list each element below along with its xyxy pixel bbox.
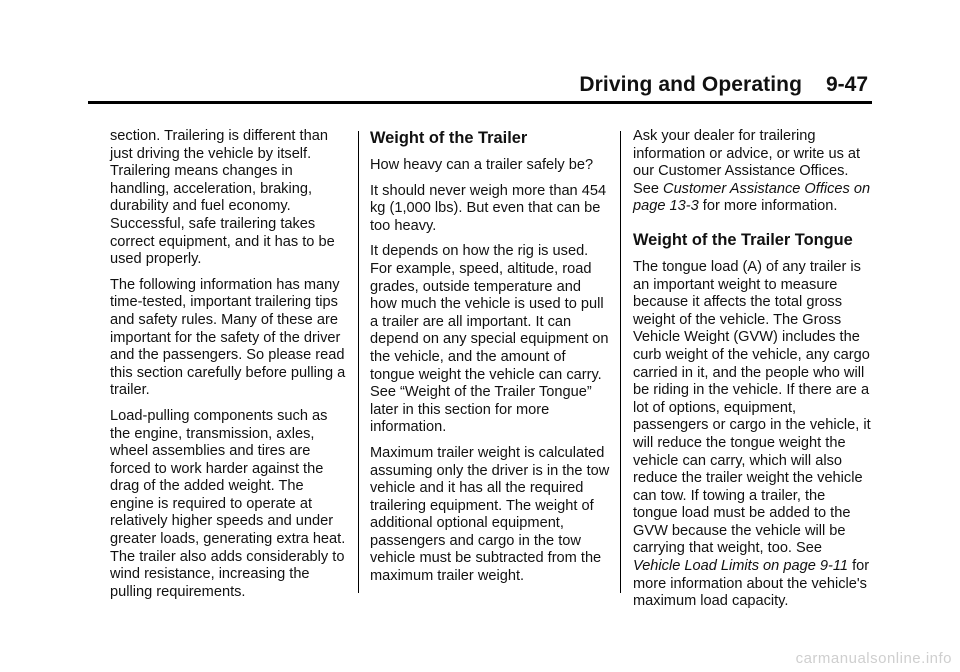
header-rule bbox=[88, 101, 872, 104]
column-1 bbox=[110, 128, 350, 609]
page-number: 9-47 bbox=[825, 73, 868, 96]
paragraph: The following information has many time-tested, important trailering tips and safety rules. Many of these are important for the safety of the driver and the passengers. So please read this section carefully before pulling a trailer. bbox=[110, 276, 346, 399]
column-2 bbox=[370, 128, 610, 594]
section-heading: Weight of the Trailer bbox=[370, 129, 528, 147]
paragraph-text: Ask your dealer for trailering information or advice, or write us at our Customer Assistance Offices. See bbox=[633, 128, 861, 197]
paragraph bbox=[633, 259, 873, 611]
paragraph-text: The tongue load (A) of any trailer is an important weight to measure because it affects the total gross weight of the vehicle. The Gross Vehicle Weight (GVW) includes the curb weight of the vehicle, any cargo carried in it, and the people who will be riding in the vehicle. If there are a lot of options, equipment, passengers or cargo in the vehicle, it will reduce the tongue weight the vehicle can carry, which will also reduce the trailer weight the vehicle can tow. If towing a trailer, the tongue load must be added to the GVW because the vehicle will be carrying that weight, too. See bbox=[633, 258, 871, 557]
watermark: carmanualsonline.info bbox=[795, 650, 952, 667]
section-heading: Weight of the Trailer Tongue bbox=[633, 230, 853, 249]
cross-reference-link[interactable]: Vehicle Load Limits on page 9-11 bbox=[633, 558, 848, 575]
paragraph: section. Trailering is different than just driving the vehicle by itself. Trailering means changes in handling, acceleration, braking, durability and fuel economy. Successful, safe trailering takes correct equipment, and it has to be used properly. bbox=[110, 128, 335, 268]
column-divider bbox=[358, 131, 359, 593]
paragraph: How heavy can a trailer safely be? bbox=[370, 157, 594, 173]
paragraph: It should never weigh more than 454 kg (1,000 lbs). But even that can be too heavy. bbox=[370, 182, 607, 234]
cross-reference-link[interactable]: Customer Assistance Offices on page 13-3 bbox=[633, 180, 871, 215]
paragraph-text: for more information about the vehicle's maximum load capacity. bbox=[633, 558, 870, 610]
column-3 bbox=[633, 128, 873, 619]
paragraph-text: for more information. bbox=[702, 198, 838, 215]
paragraph: Maximum trailer weight is calculated assuming only the driver is in the tow vehicle and it has all the required trailering equipment. The weight of additional optional equipment, passengers and cargo in the tow vehicle must be subtracted from the maximum trailer weight. bbox=[370, 444, 610, 585]
paragraph: It depends on how the rig is used. For example, speed, altitude, road grades, outside temperature and how much the vehicle is used to pull a trailer are all important. It can depend on any special equipment on the vehicle, and the amount of tongue weight the vehicle can carry. See “Weight of the Trailer Tongue” later in this section for more information. bbox=[370, 243, 609, 436]
column-divider bbox=[620, 131, 621, 593]
paragraph: Load-pulling components such as the engine, transmission, axles, wheel assemblies and tires are forced to work harder against the drag of the added weight. The engine is required to operate at relatively higher speeds and under greater loads, generating extra heat. The trailer also adds considerably to wind resistance, increasing the pulling requirements. bbox=[110, 407, 346, 600]
section-title: Driving and Operating bbox=[579, 73, 802, 96]
paragraph bbox=[633, 128, 873, 216]
